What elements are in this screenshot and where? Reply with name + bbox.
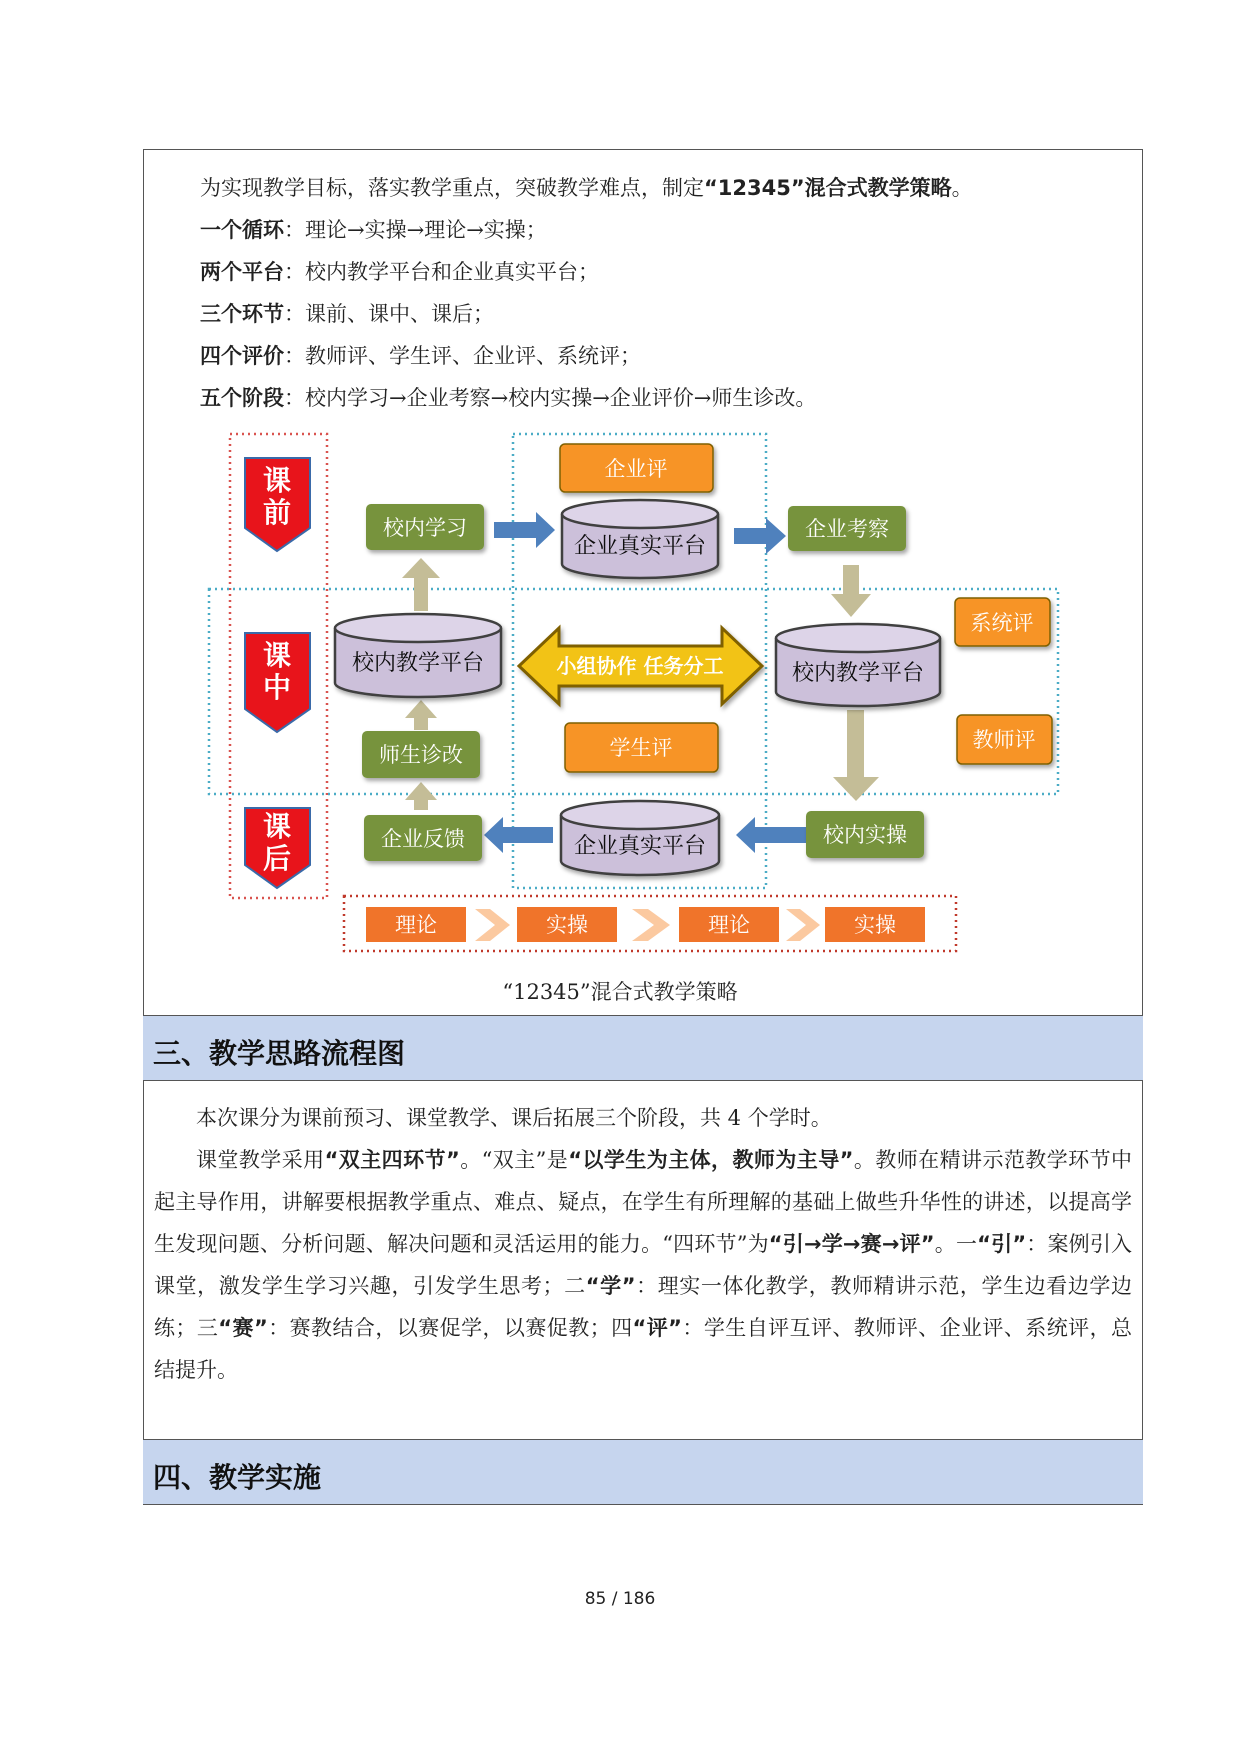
section-heading: 四、教学实施 bbox=[153, 1461, 322, 1494]
point-text: ：校内教学平台和企业真实平台； bbox=[284, 260, 599, 284]
cycle-chevron bbox=[475, 909, 510, 941]
cycle-label: 实操 bbox=[546, 913, 588, 937]
platform-label: 校内教学平台 bbox=[351, 651, 485, 676]
orange-box-student-eval bbox=[565, 723, 718, 772]
stage-post-class bbox=[245, 808, 310, 888]
platform-company-bottom bbox=[561, 801, 719, 875]
center-arrow-label: 小组协作 任务分工 bbox=[556, 654, 724, 678]
blue-arrow-right bbox=[494, 512, 555, 548]
cycle-label: 实操 bbox=[854, 913, 896, 937]
box-label: 校内实操 bbox=[823, 823, 907, 847]
green-box-teacher-student-fix bbox=[362, 731, 480, 778]
point-label: 三个环节 bbox=[200, 302, 284, 326]
orange-box-teacher-eval bbox=[957, 715, 1052, 764]
point-label: 四个评价 bbox=[200, 344, 284, 368]
point-label: 一个循环 bbox=[200, 218, 284, 242]
platform-label: 企业真实平台 bbox=[573, 534, 707, 559]
stage-pre-class bbox=[245, 458, 310, 551]
orange-box-system-eval bbox=[955, 598, 1050, 646]
green-box-company-feedback bbox=[364, 815, 482, 861]
stage-label-line: 前 bbox=[262, 496, 292, 529]
box-label: 校内学习 bbox=[383, 516, 467, 540]
paragraph: 课堂教学采用“双主四环节”。“双主”是“以学生为主体，教师为主导”。教师在精讲示范教学环节中起主导作用，讲解要根据教学重点、难点、疑点，在学生有所理解的基础上做些升华性的讲述，以提高学生发现问题、分析问题、解决问题和灵活运用的能力。“四环节”为“引→学→赛→评”。一“引”：案例引入课堂，激发学生学习兴趣，引发学生思考；二“学”：理实一体化教学，教师精讲示范，学生边看边学边练；三“赛”：赛教结合，以赛促学，以赛促教；四“评”：学生自评互评、教师评、企业评、系统评，总结提升。 bbox=[154, 1148, 1133, 1382]
box-label: 企业评 bbox=[604, 457, 668, 481]
cycle-chevron bbox=[786, 909, 820, 941]
section-heading-bar bbox=[143, 1015, 1143, 1081]
green-box-company-visit bbox=[788, 506, 906, 551]
platform-company-top bbox=[562, 500, 718, 578]
intro-lead: 为实现教学目标，落实教学重点，突破教学难点，制定 bbox=[200, 176, 704, 200]
box-label: 企业反馈 bbox=[381, 827, 465, 851]
box-label: 系统评 bbox=[970, 611, 1034, 635]
stage-label-line: 课 bbox=[262, 464, 292, 497]
green-box-school-practice bbox=[806, 811, 924, 858]
stage-label bbox=[263, 810, 291, 875]
point-text: ：课前、课中、课后； bbox=[284, 302, 494, 326]
tan-arrow-up bbox=[405, 782, 437, 810]
tan-arrow-down bbox=[833, 710, 879, 801]
green-box-school-study bbox=[366, 504, 484, 550]
stage-label-line: 后 bbox=[262, 842, 292, 875]
box-label: 企业考察 bbox=[805, 517, 889, 541]
cycle-row bbox=[366, 907, 925, 942]
point-label: 两个平台 bbox=[200, 260, 284, 284]
blue-arrow-left bbox=[736, 817, 806, 853]
stage-label bbox=[263, 464, 291, 529]
intro-end: 。 bbox=[951, 176, 973, 200]
orange-box-company-eval bbox=[560, 444, 713, 492]
cycle-label: 理论 bbox=[395, 913, 437, 937]
tan-arrow-up bbox=[405, 700, 437, 730]
stage-label-line: 课 bbox=[262, 639, 292, 672]
stage-label bbox=[263, 639, 291, 704]
stage-label-line: 课 bbox=[262, 810, 292, 843]
point-text: ：校内学习→企业考察→校内实操→企业评价→师生诊改。 bbox=[284, 386, 817, 410]
tan-arrow-up bbox=[402, 558, 440, 611]
blue-arrow-left bbox=[484, 817, 553, 853]
page-number: 85 / 186 bbox=[584, 1589, 656, 1609]
stage-label-line: 中 bbox=[262, 671, 292, 704]
box-label: 学生评 bbox=[609, 736, 673, 760]
center-double-arrow bbox=[519, 628, 762, 704]
point-text: ：教师评、学生评、企业评、系统评； bbox=[284, 344, 641, 368]
blue-arrow-right bbox=[734, 518, 786, 554]
paragraph: 本次课分为课前预习、课堂教学、课后拓展三个阶段，共 4 个学时。 bbox=[196, 1106, 832, 1130]
platform-label: 校内教学平台 bbox=[791, 661, 925, 686]
point-label: 五个阶段 bbox=[200, 386, 284, 410]
tan-arrow-down bbox=[831, 565, 871, 617]
section-heading-bar bbox=[143, 1439, 1143, 1505]
stage-in-class bbox=[245, 633, 310, 732]
cycle-chevron bbox=[632, 909, 670, 941]
platform-school-left bbox=[335, 614, 501, 697]
section-heading: 三、教学思路流程图 bbox=[153, 1037, 406, 1070]
intro-strategy-name: “12345”混合式教学策略 bbox=[704, 176, 952, 200]
platform-label: 企业真实平台 bbox=[573, 834, 707, 859]
box-label: 教师评 bbox=[972, 728, 1036, 752]
figure-caption: “12345”混合式教学策略 bbox=[502, 980, 738, 1004]
point-text: ：理论→实操→理论→实操； bbox=[284, 218, 547, 242]
platform-school-right bbox=[776, 624, 940, 706]
cycle-label: 理论 bbox=[708, 913, 750, 937]
box-label: 师生诊改 bbox=[379, 743, 463, 767]
